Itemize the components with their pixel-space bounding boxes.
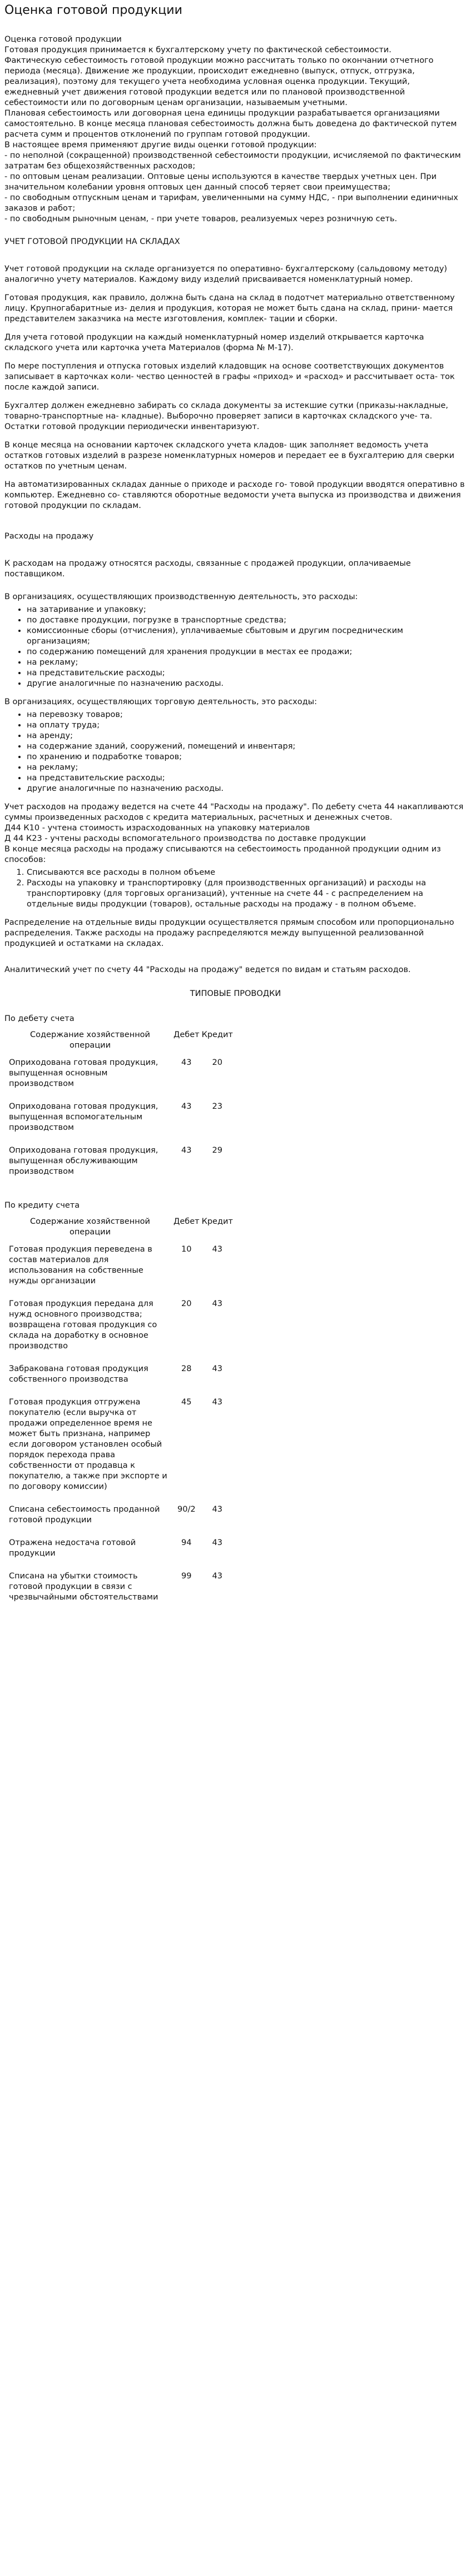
paragraph: По мере поступления и отпуска готовых изделий кладовщик на основе соответствующих документов записывает в карточках коли- чество ценностей в графы «приход» и «расход» и рассчитывает оста- ток после каждой записи. — [4, 362, 455, 392]
intro-line: Готовая продукция принимается к бухгалтерскому учету по фактической себестоимости. — [4, 46, 391, 54]
paragraph: На автоматизированных складах данные о приходе и расходе го- товой продукции вводятся оперативно в компьютер. Ежедневно со- ставляются оборотные ведомости учета выпуска из производства и движения готовой продукции по складам. — [4, 480, 465, 510]
list-item: • на содержание зданий, сооружений, помещений и инвентаря; — [27, 741, 467, 752]
column-header-credit: Кредит — [201, 1030, 233, 1039]
operation-cell: Отражена недостача готовой продукции — [9, 1538, 136, 1558]
debit-cell: 20 — [181, 1299, 192, 1308]
list-item: • на представительские расходы; — [27, 773, 467, 784]
column-header-operation: Содержание хозяйственной операции — [30, 1030, 150, 1050]
credit-cell: 43 — [212, 1398, 222, 1407]
credit-cell: 43 — [212, 1299, 222, 1308]
column-header-debit: Дебет — [173, 1030, 200, 1039]
operation-cell: Оприходована готовая продукция, выпущенная обслуживающим производством — [9, 1146, 158, 1176]
production-expenses-list — [4, 605, 467, 689]
paragraph: В организациях, осуществляющих производственную деятельность, это расходы: — [4, 592, 358, 601]
list-item: • на аренду; — [27, 731, 467, 741]
debit-cell: 10 — [181, 1245, 192, 1254]
subsection-label: По дебету счета — [4, 1014, 75, 1023]
paragraph: Для учета готовой продукции на каждый номенклатурный номер изделий открывается карточка складского учета или карточка учета Материалов (форма № М-17). — [4, 333, 424, 352]
debit-cell: 43 — [181, 1058, 192, 1067]
credit-cell: 23 — [212, 1102, 222, 1111]
paragraph: В конце месяца на основании карточек складского учета кладов- щик заполняет ведомость учета остатков готовых изделий в разрезе номенклатурных номеров и передает ее в бухгалтерию для сверки остатков по учетным ценам. — [4, 441, 455, 471]
list-item: • другие аналогичные по назначению расходы. — [27, 679, 467, 689]
list-item: • на представительские расходы; — [27, 668, 467, 679]
list-item: • на рекламу; — [27, 763, 467, 773]
table-header-row — [9, 1030, 233, 1058]
paragraph: Д44 К10 - учтена стоимость израсходованных на упаковку материалов — [4, 824, 310, 833]
paragraph: Аналитический учет по счету 44 "Расходы на продажу" ведется по видам и статьям расходов. — [4, 965, 411, 974]
table-row — [9, 1102, 233, 1145]
operation-cell: Списана себестоимость проданной готовой продукции — [9, 1505, 160, 1524]
debit-cell: 28 — [181, 1364, 192, 1373]
intro-line: - по неполной (сокращенной) производственной себестоимости продукции, исчисляемой по фактическим затратам без общехозяйственных расходов; — [4, 151, 461, 171]
section-heading: УЧЕТ ГОТОВОЙ ПРОДУКЦИИ НА СКЛАДАХ — [4, 237, 180, 246]
table-row — [9, 1244, 233, 1299]
credit-cell: 43 — [212, 1364, 222, 1373]
list-item: 2. Расходы на упаковку и транспортировку (для производственных организаций) и расходы на транспортировку (для торговых организаций), учтенные на счете 44 - с распределением на отдельные виды продукции (товаров), остальные расходы на продажу - в полном объеме. — [27, 878, 467, 910]
paragraph: В организациях, осуществляющих торговую деятельность, это расходы: — [4, 697, 317, 706]
table-row — [9, 1538, 233, 1571]
list-item: • на оплату труда; — [27, 720, 467, 731]
list-item: • другие аналогичные по назначению расходы. — [27, 784, 467, 794]
column-header-operation: Содержание хозяйственной операции — [30, 1217, 150, 1237]
paragraph: Д 44 К23 - учтены расходы вспомогательного производства по доставке продукции — [4, 834, 366, 843]
intro-line: - по свободным отпускным ценам и тарифам, увеличенными на сумму НДС, - при выполнении единичных заказов и работ; — [4, 193, 458, 213]
table-row — [9, 1571, 233, 1615]
paragraph: В конце месяца расходы на продажу списываются на себестоимость проданной продукции одним из способов: — [4, 845, 441, 864]
table-row — [9, 1058, 233, 1102]
table-row — [9, 1397, 233, 1504]
intro-section — [4, 34, 467, 225]
paragraph: Учет готовой продукции на складе организуется по оперативно- бухгалтерскому (сальдовому методу) аналогично учету материалов. Каждому виду изделий присваивается номенклатурный номер. — [4, 265, 448, 284]
list-item: • по доставке продукции, погрузке в транспортные средства; — [27, 615, 467, 626]
warehouse-section — [4, 264, 467, 511]
credit-cell: 43 — [212, 1538, 222, 1547]
intro-line: Фактическую себестоимость готовой продукции можно рассчитать только по окончании отчетного периода (месяца). Движение же продукции, происходит ежедневно (выпуск, отпуск, отгрузка, реализация), поэтому для текущего учета необходима условная оценка продукции. Текущий, ежедневный учет движения готовой продукции ведется или по плановой производственной себестоимости или по договорным ценам организации, называемым учетными. — [4, 56, 434, 107]
selling-section — [4, 559, 467, 975]
credit-cell: 43 — [212, 1245, 222, 1254]
debit-cell: 99 — [181, 1572, 192, 1581]
trade-expenses-list — [4, 710, 467, 794]
list-item: • на перевозку товаров; — [27, 710, 467, 720]
operation-cell: Списана на убытки стоимость готовой продукции в связи с чрезвычайными обстоятельствами — [9, 1572, 158, 1602]
intro-line: Плановая себестоимость или договорная цена единицы продукции разрабатывается организациями самостоятельно. В конце месяца плановая себестоимость должна быть доведена до фактической путем расчета сумм и процентов отклонений по группам готовой продукции. — [4, 109, 457, 139]
paragraph: Распределение на отдельные виды продукции осуществляется прямым способом или пропорционально распределения. Также расходы на продажу распределяются между выпущенной реализованной продукцией и остатками на складах. — [4, 918, 454, 948]
list-item: • на затаривание и упаковку; — [27, 605, 467, 615]
column-header-credit: Кредит — [201, 1217, 233, 1226]
section-heading: Расходы на продажу — [4, 532, 94, 541]
operation-cell: Оприходована готовая продукция, выпущенная вспомогательным производством — [9, 1102, 158, 1132]
credit-cell: 20 — [212, 1058, 222, 1067]
list-item: • комиссионные сборы (отчисления), уплачиваемые сбытовым и другим посредническим организациям; — [27, 626, 467, 647]
intro-line: - по оптовым ценам реализации. Оптовые цены используются в качестве твердых учетных цен. При значительном колебании уровня оптовых цен данный способ теряет свои преимущества; — [4, 172, 437, 192]
operation-cell: Готовая продукция отгружена покупателю (если выручка от продажи определенное время не может быть признана, например если договором установлен особый порядок перехода права собственности от продавца к покупателю, а также при экспорте и по договору комиссии) — [9, 1398, 167, 1491]
debit-cell: 94 — [181, 1538, 192, 1547]
page-title: Оценка готовой продукции — [4, 3, 182, 17]
paragraph: Готовая продукция, как правило, должна быть сдана на склад в подотчет материально ответственному лицу. Крупногабаритные из- делия и продукция, которая не может быть сдана на склад, прини- мается представителем заказчика на месте изготовления, комплек- тации и сборки. — [4, 293, 455, 323]
debit-cell: 43 — [181, 1146, 192, 1155]
table-row — [9, 1299, 233, 1364]
table-header-row — [9, 1217, 233, 1244]
list-item: • на рекламу; — [27, 657, 467, 668]
intro-line: - по свободным рыночным ценам, - при учете товаров, реализуемых через розничную сеть. — [4, 215, 398, 223]
credit-cell: 43 — [212, 1572, 222, 1581]
table-row — [9, 1504, 233, 1538]
paragraph: К расходам на продажу относятся расходы, связанные с продажей продукции, оплачиваемые поставщиком. — [4, 559, 411, 579]
credit-cell: 29 — [212, 1146, 222, 1155]
table-row — [9, 1145, 233, 1189]
operation-cell: Оприходована готовая продукция, выпущенная основным производством — [9, 1058, 158, 1088]
subsection-label: По кредиту счета — [4, 1201, 80, 1210]
write-off-methods-list — [4, 868, 467, 910]
list-item: • по хранению и подработке товаров; — [27, 752, 467, 763]
list-item: 1. Списываются все расходы в полном объеме — [27, 868, 467, 878]
debit-cell: 45 — [181, 1398, 192, 1407]
operation-cell: Готовая продукция передана для нужд основного производства; возвращена готовая продукция со склада на доработку в основное производство — [9, 1299, 157, 1351]
operation-cell: Готовая продукция переведена в состав материалов для использования на собственные нужды организации — [9, 1245, 152, 1285]
credit-cell: 43 — [212, 1505, 222, 1514]
debit-cell: 43 — [181, 1102, 192, 1111]
column-header-debit: Дебет — [173, 1217, 200, 1226]
section-heading: ТИПОВЫЕ ПРОВОДКИ — [190, 989, 281, 998]
debit-entries-table — [7, 1030, 235, 1189]
operation-cell: Забракована готовая продукция собственного производства — [9, 1364, 148, 1384]
credit-entries-table — [7, 1217, 235, 1615]
paragraph: Учет расходов на продажу ведется на счете 44 "Расходы на продажу". По дебету счета 44 накапливаются суммы произведенных расходов с кредита материальных, расчетных и денежных счетов. — [4, 803, 464, 822]
intro-line: Оценка готовой продукции — [4, 35, 122, 44]
debit-cell: 90/2 — [177, 1505, 196, 1514]
intro-line: В настоящее время применяют другие виды оценки готовой продукции: — [4, 141, 317, 150]
table-row — [9, 1364, 233, 1397]
paragraph: Бухгалтер должен ежедневно забирать со склада документы за истекшие сутки (приказы-накладные, товарно-транспортные на- кладные). Выборочно проверяет записи в карточках складского уче- та. Остатки готовой продукции периодически инвентаризуют. — [4, 401, 449, 431]
list-item: • по содержанию помещений для хранения продукции в местах ее продажи; — [27, 647, 467, 657]
